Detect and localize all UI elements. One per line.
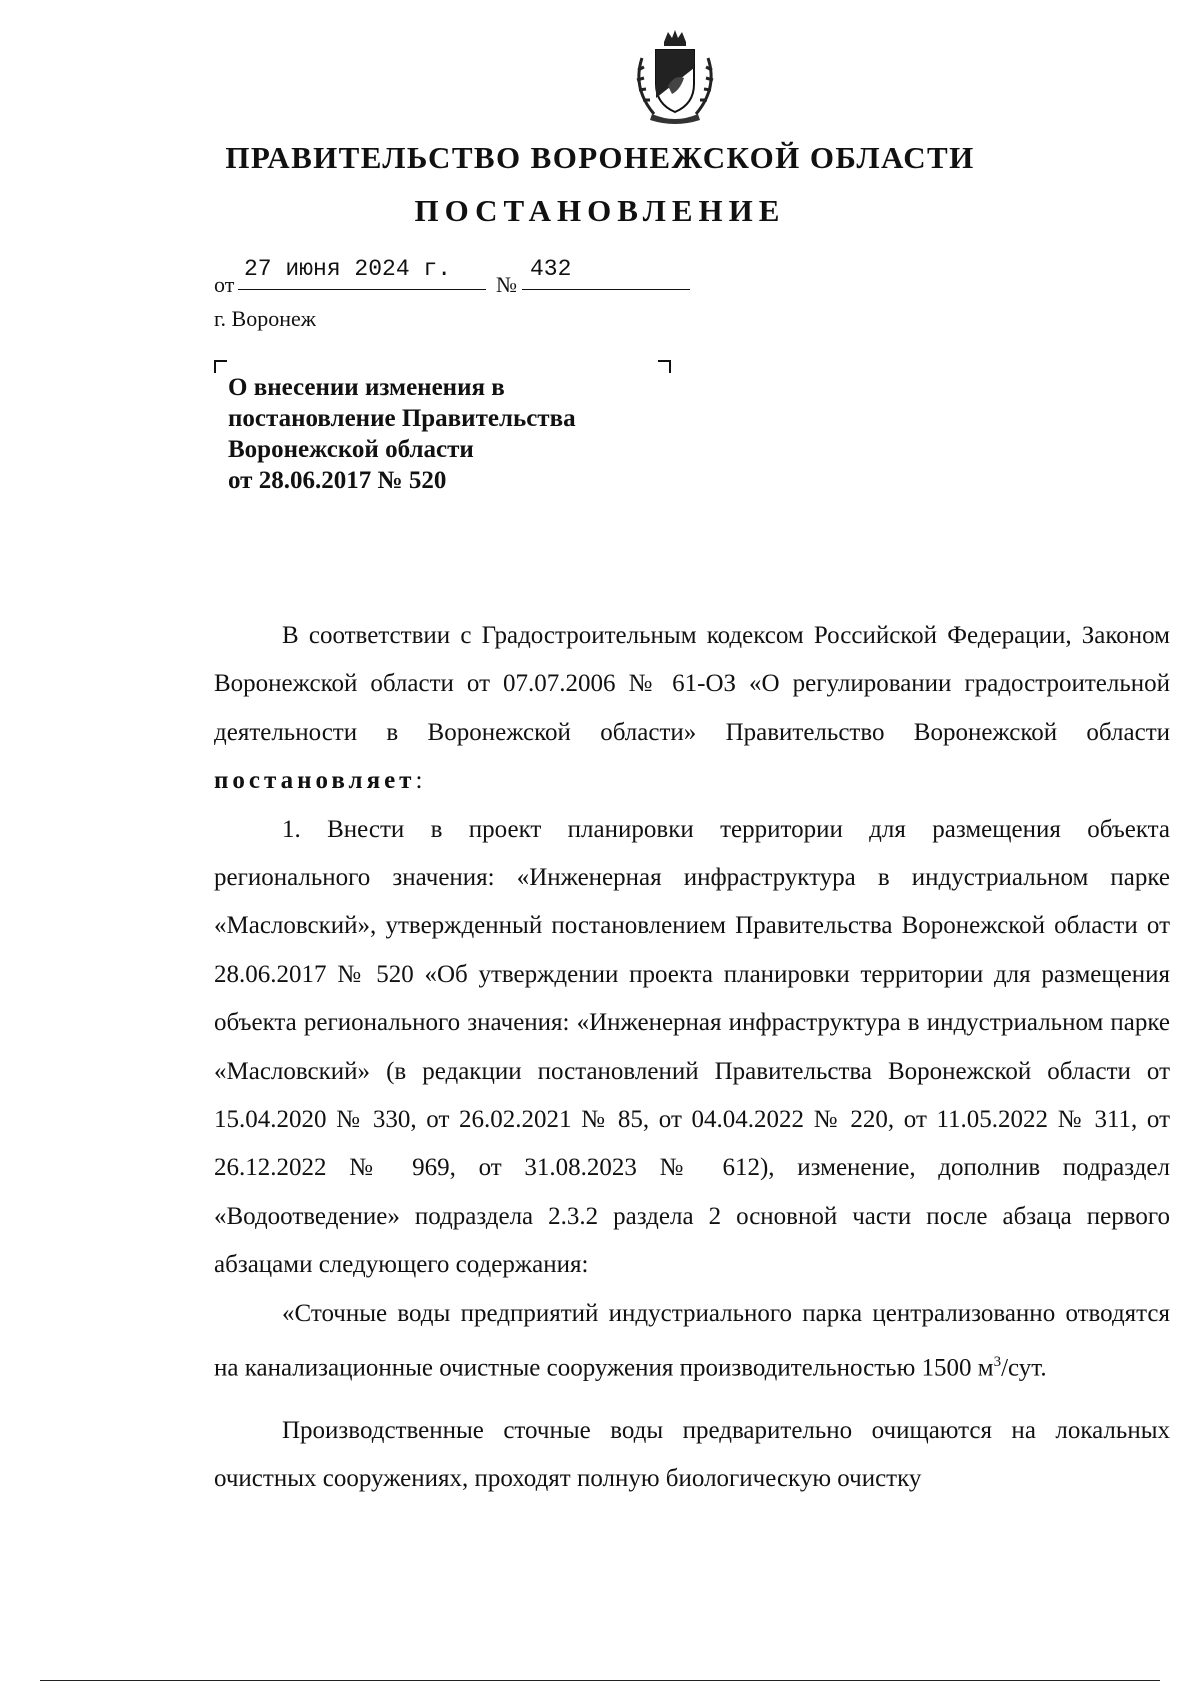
number-prefix: № xyxy=(496,272,517,297)
resolves-word: постановляет xyxy=(214,767,416,795)
document-number: 432 xyxy=(530,256,572,282)
number-underline xyxy=(522,289,690,290)
document-date: 27 июня 2024 г. xyxy=(244,256,452,282)
title-line: от 28.06.2017 № 520 xyxy=(228,467,447,494)
title-corner-right xyxy=(658,360,671,373)
document-body xyxy=(214,612,1170,1504)
document-type: ПОСТАНОВЛЕНИЕ xyxy=(414,193,786,228)
document-title xyxy=(228,372,576,496)
preamble-paragraph xyxy=(214,612,1170,806)
quote-unit: /сут. xyxy=(1001,1354,1047,1382)
title-line: О внесении изменения в xyxy=(228,374,505,401)
title-line: Воронежской области xyxy=(228,436,474,463)
quote-paragraph xyxy=(214,1290,1170,1393)
date-prefix: от xyxy=(214,272,235,297)
title-corner-left xyxy=(214,360,227,373)
title-line: постановление Правительства xyxy=(228,405,576,432)
issuing-authority: ПРАВИТЕЛЬСТВО ВОРОНЕЖСКОЙ ОБЛАСТИ xyxy=(225,140,975,175)
voronezh-coat-of-arms-icon xyxy=(628,28,722,126)
preamble-text: В соответствии с Градостроительным кодексом Российской Федерации, Законом Воронежской области от 07.07.2006 № 61-ОЗ «О регулировании градостроительной деятельности в Воронежской области» Правительство Воронежской области xyxy=(214,622,1170,746)
date-underline xyxy=(238,289,486,290)
item-1-paragraph: 1. Внести в проект планировки территории для размещения объекта регионального значения: «Инженерная инфраструктура в индустриальном парке «Масловский», утвержденный постановлением Правительства Воронежской области от 28.06.2017 № 520 «Об утверждении проекта планировки территории для размещения объекта регионального значения: «Инженерная инфраструктура в индустриальном парке «Масловский» (в редакции постановлений Правительства Воронежской области от 15.04.2020 № 330, от 26.02.2021 № 85, от 04.04.2022 № 220, от 11.05.2022 № 311, от 26.12.2022 № 969, от 31.08.2023 № 612), изменение, дополнив подраздел «Водоотведение» подраздела 2.3.2 раздела 2 основной части после абзаца первого абзацами следующего содержания: xyxy=(214,815,1170,1279)
superscript-cubic: 3 xyxy=(993,1354,1002,1371)
quote-text: «Сточные воды предприятий индустриального парка централизованно отводятся на канализационные очистные сооружения производительностью 1500 м xyxy=(214,1299,1170,1382)
city-of-issue: г. Воронеж xyxy=(214,306,316,331)
resolves-colon: : xyxy=(415,767,423,795)
production-wastewater-paragraph: Производственные сточные воды предварительно очищаются на локальных очистных сооружениях, проходят полную биологическую очистку xyxy=(214,1416,1170,1493)
page-bottom-rule xyxy=(40,1680,1160,1681)
